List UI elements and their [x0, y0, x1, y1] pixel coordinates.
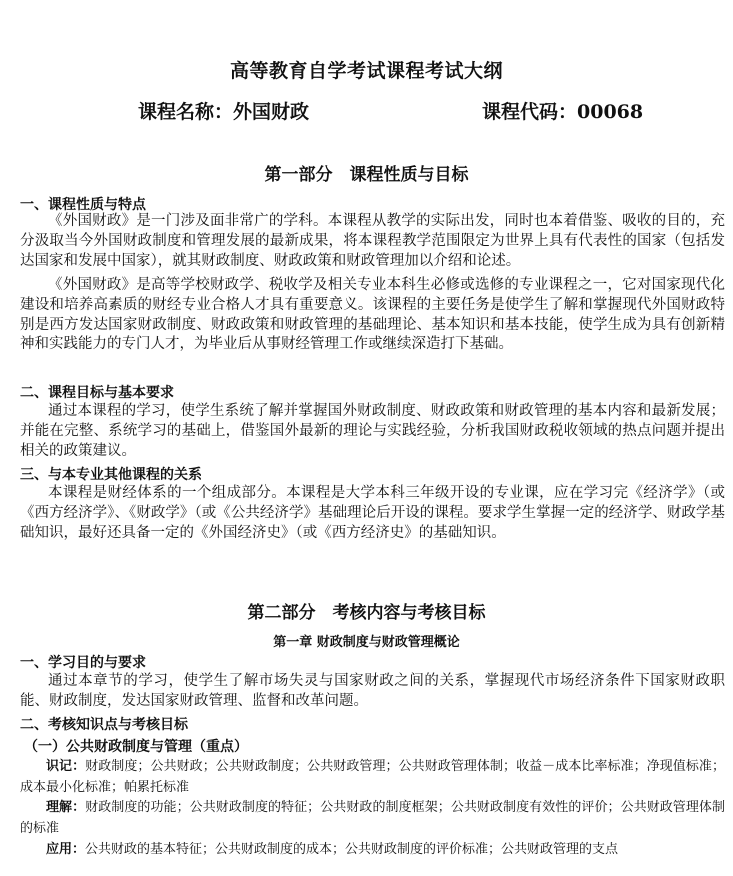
understand-paragraph — [20, 797, 725, 839]
recall-paragraph — [20, 756, 725, 798]
chapter-title: 第一章 财政制度与财政管理概论 — [273, 635, 460, 650]
part1-title: 第一部分 课程性质与目标 — [264, 165, 469, 185]
understand-label: 理解： — [46, 800, 86, 815]
course-name: 课程名称：外国财政 — [138, 101, 310, 123]
course-code: 课程代码：00068 — [482, 101, 644, 123]
section-heading: 二、考核知识点与考核目标 — [20, 717, 188, 733]
section-heading: 三、与本专业其他课程的关系 — [20, 467, 202, 483]
section-heading: 一、学习目的与要求 — [20, 655, 146, 671]
part2-title: 第二部分 考核内容与考核目标 — [247, 603, 486, 623]
paragraph: 通过本课程的学习，使学生系统了解并掌握国外财政制度、财政政策和财政管理的基本内容和最新发展；并能在完整、系统学习的基础上，借鉴国外最新的理论与实践经验，分析我国财政税收领域的热点问题并提出相关的政策建议。 — [20, 403, 725, 459]
understand-text: 财政制度的功能；公共财政制度的特征；公共财政的制度框架；公共财政制度有效性的评价；公共财政管理体制的标准 — [20, 800, 725, 836]
apply-paragraph — [20, 839, 725, 860]
recall-label: 识记： — [46, 759, 86, 774]
paragraph: 《外国财政》是一门涉及面非常广的学科。本课程从教学的实际出发，同时也本着借鉴、吸收的目的，充分汲取当今外国财政制度和管理发展的最新成果，将本课程教学范围限定为世界上具有代表性的国家（包括发达国家和发展中国家），就其财政制度、财政政策和财政管理加以介绍和论述。 — [20, 213, 725, 269]
section-heading: 二、课程目标与基本要求 — [20, 385, 174, 401]
section-heading: 一、课程性质与特点 — [20, 197, 146, 213]
apply-text: 公共财政的基本特征；公共财政制度的成本；公共财政制度的评价标准；公共财政管理的支点 — [85, 842, 619, 857]
subsection-heading: （一）公共财政制度与管理（重点） — [24, 739, 248, 755]
apply-label: 应用： — [46, 842, 86, 857]
recall-text: 财政制度；公共财政；公共财政制度；公共财政管理；公共财政管理体制；收益－成本比率标准；净现值标准；成本最小化标准；帕累托标准 — [20, 759, 725, 795]
paragraph: 《外国财政》是高等学校财政学、税收学及相关专业本科生必修或选修的专业课程之一，它对国家现代化建设和培养高素质的财经专业合格人才具有重要意义。该课程的主要任务是使学生了解和掌握现代外国财政特别是西方发达国家财政制度、财政政策和财政管理的基础理论、基本知识和基本技能，使学生成为具有创新精神和实践能力的专门人才，为毕业后从事财经管理工作或继续深造打下基础。 — [20, 277, 725, 353]
paragraph: 通过本章节的学习，使学生了解市场失灵与国家财政之间的关系，掌握现代市场经济条件下国家财政职能、财政制度，发达国家财政管理、监督和改革问题。 — [20, 673, 725, 709]
document-title: 高等教育自学考试课程考试大纲 — [229, 60, 503, 82]
paragraph: 本课程是财经体系的一个组成部分。本课程是大学本科三年级开设的专业课，应在学习完《经济学》（或《西方经济学》、《财政学》（或《公共经济学》基础理论后开设的课程。要求学生掌握一定的经济学、财政学基础知识，最好还具备一定的《外国经济史》（或《西方经济史》的基础知识。 — [20, 485, 725, 541]
